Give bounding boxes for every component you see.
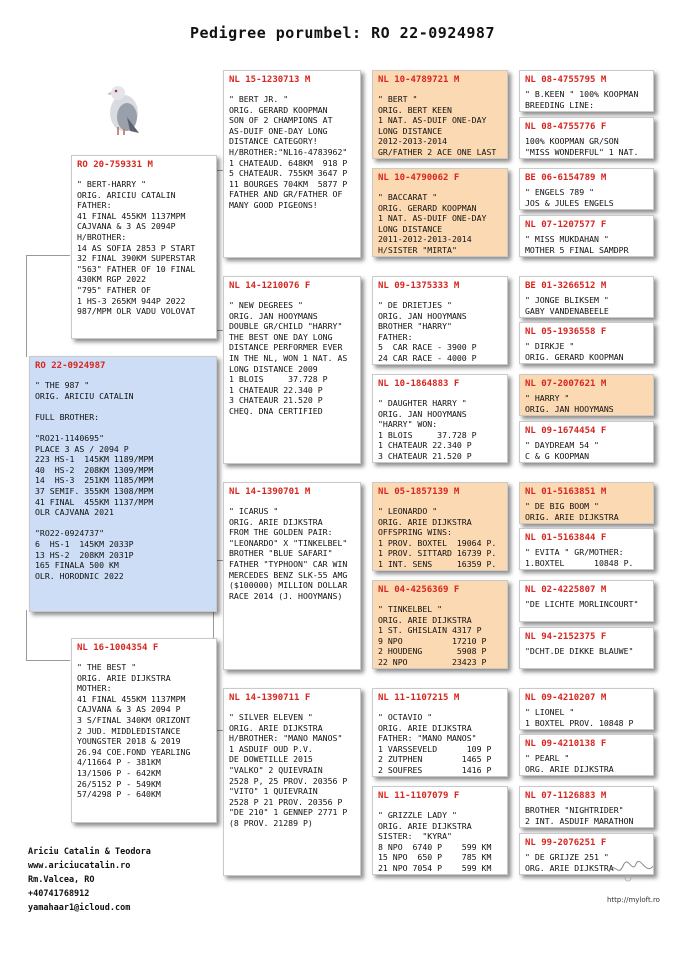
page-title: Pedigree porumbel: RO 22-0924987	[190, 24, 495, 42]
info-line: " BERT-HARRY "	[77, 179, 147, 189]
gen5-card[interactable]	[519, 528, 654, 570]
info-line	[35, 401, 211, 412]
info-line: FATHER:	[378, 331, 413, 342]
info-line: ORIG. ARICIU CATALIN	[77, 189, 176, 200]
info-line: " ENGELS 789 "	[525, 187, 595, 197]
info-line: FATHER "TYPHOON" CAR WIN	[229, 558, 348, 569]
info-line: 2528 P 21 PROV. 20356 P	[229, 796, 343, 807]
info-line: ORIG. ARIE DIJKSTRA	[378, 722, 472, 733]
info-line: 41 FINAL 455KM 1137/MPM	[35, 496, 154, 507]
info-line: " DIRKJE "	[525, 341, 575, 351]
ring-number: NL 08-4755795 M	[525, 75, 607, 85]
info-line: ($100000) MILLION DOLLAR	[229, 580, 348, 591]
info-line: " DE BIG BOOM "	[525, 501, 599, 511]
info-line: " B.KEEN " 100% KOOPMAN	[525, 89, 639, 99]
info-line: 1 CHATEAUD. 648KM 918 P	[229, 157, 348, 168]
info-line: " TINKELBEL "	[378, 604, 443, 614]
info-line: 1 ST. GHISLAIN 4317 P	[378, 625, 482, 636]
info-line: " LIONEL "	[525, 707, 575, 717]
info-line: OLR CAJVANA 2021	[35, 507, 114, 518]
gen5-card[interactable]	[519, 627, 654, 669]
info-line: RACE 2014 (J. HOOYMANS)	[229, 590, 343, 601]
info-line: SISTER: "KYRA"	[378, 831, 452, 842]
gen4-card[interactable]	[372, 276, 508, 365]
info-line: ORIG. ARIE DIJKSTRA	[378, 516, 472, 527]
gen5-card[interactable]	[519, 117, 654, 159]
info-line: DOUBLE GR/CHILD "HARRY"	[229, 321, 343, 332]
info-line: IN THE NL, WON 1 NAT. AS	[229, 352, 348, 363]
info-line: " ICARUS "	[229, 506, 279, 516]
info-line: 32 FINAL 390KM SUPERSTAR	[77, 253, 196, 264]
info-line: " DAUGHTER HARRY "	[378, 398, 467, 408]
info-line: 1 CHATEAUR 22.340 P	[229, 384, 323, 395]
subject-card[interactable]	[29, 356, 217, 612]
info-line: ORG. ARIE DIJKSTRA	[525, 862, 614, 873]
info-line: MOTHER 5 FINAL SAMDPR	[525, 244, 629, 255]
info-line: FATHER: "MANO MANOS"	[378, 733, 477, 744]
info-line: ORIG. GERARD KOOPMAN	[229, 104, 328, 115]
info-line: ORIG. GERARD KOOPMAN	[378, 202, 477, 213]
info-line: 5 CHATEAUR. 755KM 3647 P	[229, 168, 348, 179]
info-line: 3 S/FINAL 340KM ORIZONT	[77, 714, 191, 725]
gen5-card[interactable]	[519, 688, 654, 730]
ring-number: NL 99-2076251 F	[525, 838, 607, 848]
info-line: LONG DISTANCE	[378, 125, 443, 136]
info-line: LONG DISTANCE 2009	[229, 363, 318, 374]
info-line: GR/FATHER 2 ACE ONE LAST	[378, 146, 497, 157]
info-line: " BACCARAT "	[378, 192, 438, 202]
ring-number: NL 11-1107215 M	[378, 693, 460, 703]
info-line: " DAYDREAM 54 "	[525, 440, 599, 450]
info-line: 13 HS-2 208KM 2031P	[35, 549, 134, 560]
gen5-card[interactable]	[519, 215, 654, 257]
ring-number: NL 11-1107079 F	[378, 791, 460, 801]
granddam-paternal-card[interactable]	[223, 276, 361, 464]
info-line: " JONGE BLIKSEM "	[525, 295, 609, 305]
info-line: FATHER:	[77, 200, 112, 211]
ring-number: NL 14-1390711 F	[229, 693, 311, 703]
info-line: 1 PROV. BOXTEL 19064 P.	[378, 537, 497, 548]
info-line: " GRIZZLE LADY "	[378, 810, 457, 820]
info-line: "DE 210" 1 GENNEP 2771 P	[229, 807, 348, 818]
info-line: CHEQ. DNA CERTIFIED	[229, 405, 323, 416]
info-line: DISTANCE CATEGORY!	[229, 136, 318, 147]
dam-ring: NL 16-1004354 F	[77, 643, 159, 653]
info-line: 2 ZUTPHEN 1465 P	[378, 754, 492, 765]
breeder-location: Rm.Valcea, RO	[28, 875, 95, 885]
info-line: CAJVANA & 3 AS 2094P	[77, 221, 176, 232]
ring-number: NL 09-4210138 F	[525, 739, 607, 749]
info-line: ORIG. GERARD KOOPMAN	[525, 351, 624, 362]
info-line: FROM THE GOLDEN PAIR:	[229, 527, 333, 538]
info-line: "RO21-1140695"	[35, 432, 105, 443]
granddam-maternal-card[interactable]	[223, 688, 361, 876]
info-line: " MISS MUKDAHAN "	[525, 234, 609, 244]
info-line: " PEARL "	[525, 753, 570, 763]
pigeon-photo	[94, 77, 148, 137]
info-line: H/BROTHER:"NL16-4783962"	[229, 146, 348, 157]
info-line: 2 JUD. MIDDLEDISTANCE	[77, 725, 181, 736]
info-line: OLR. HORODNIC 2022	[35, 570, 124, 581]
info-line: THE BEST ONE DAY LONG	[229, 331, 333, 342]
info-line: 11 BOURGES 704KM 5877 P	[229, 178, 348, 189]
info-line: GABY VANDENABEELE	[525, 305, 609, 316]
info-line: "RO22-0924737"	[35, 528, 105, 539]
info-line: 1 ASDUIF OUD P.V.	[229, 743, 313, 754]
info-line: 24 CAR RACE - 4000 P	[378, 352, 477, 363]
info-line: BROTHER "BLUE SAFARI"	[229, 548, 333, 559]
info-line: 40 HS-2 208KM 1309/MPM	[35, 464, 154, 475]
info-line: YOUNGSTER 2018 & 2019	[77, 736, 181, 747]
info-line: " EVITA " GR/MOTHER:	[525, 547, 624, 557]
info-line: 2 HOUDENG 5908 P	[378, 646, 487, 657]
info-line: " THE BEST "	[77, 662, 137, 672]
phone-number: +40741768912	[28, 889, 90, 899]
info-line: C & G KOOPMAN	[525, 450, 590, 461]
ring-number: NL 08-4755776 F	[525, 122, 607, 132]
breeder-contact	[28, 845, 151, 915]
gen5-card[interactable]	[519, 374, 654, 416]
info-line: FULL BROTHER:	[35, 411, 100, 422]
ring-number: NL 04-4256369 F	[378, 585, 460, 595]
info-line: 3 CHATEAUR 21.520 P	[229, 395, 323, 406]
info-line: " NEW DEGREES "	[229, 300, 303, 310]
info-line: 1 NAT. AS-DUIF ONE-DAY	[378, 213, 487, 224]
watermark-url[interactable]: http://myloft.ro	[607, 896, 660, 904]
ring-number: NL 14-1390701 M	[229, 487, 311, 497]
info-line: OFFSPRING WINS:	[378, 527, 452, 538]
info-line: ORIG. ARIE DIJKSTRA	[229, 516, 323, 527]
gen5-card[interactable]	[519, 421, 654, 463]
gen5-card[interactable]	[519, 734, 654, 776]
info-line: LONG DISTANCE	[378, 223, 443, 234]
info-line: 37 SEMIF. 355KM 1308/MPM	[35, 485, 154, 496]
info-line: 5 CAR RACE - 3900 P	[378, 342, 477, 353]
gen5-card[interactable]	[519, 786, 654, 828]
info-line: 13/1506 P - 642KM	[77, 767, 161, 778]
ring-number: NL 15-1230713 M	[229, 75, 311, 85]
info-line: "DE LICHTE MORLINCOURT"	[525, 599, 639, 609]
ring-number: NL 07-1207577 F	[525, 220, 607, 230]
info-line: 987/MPM OLR VADU VOLOVAT	[77, 306, 196, 317]
info-line: ORIG. ARIE DIJKSTRA	[229, 722, 323, 733]
info-line: ORIG. ARIE DIJKSTRA	[525, 511, 619, 522]
info-line	[35, 518, 211, 529]
info-line: ORIG. BERT KEEN	[378, 104, 452, 115]
info-line: "LEONARDO" X "TINKELBEL"	[229, 537, 348, 548]
gen5-card[interactable]	[519, 322, 654, 364]
info-line: "563" FATHER OF 10 FINAL	[77, 263, 196, 274]
info-line: BREEDING LINE:	[525, 99, 595, 110]
info-line: " HARRY "	[525, 393, 570, 403]
signature-logo	[606, 854, 656, 884]
gen4-card[interactable]	[372, 580, 508, 669]
info-line: 430KM RGP 2022	[77, 274, 147, 285]
info-line: 2 INT. ASDUIF MARATHON	[525, 815, 634, 826]
ring-number: NL 07-1126883 M	[525, 791, 607, 801]
info-line: H/SISTER "MIRTA"	[378, 244, 457, 255]
info-line: 1 NAT. AS-DUIF ONE-DAY	[378, 115, 487, 126]
info-line: ORIG. JAN HOOYMANS	[229, 310, 318, 321]
info-line: 1 BOXTEL PROV. 10848 P	[525, 717, 634, 728]
info-line: ORIG. JAN HOOYMANS	[378, 310, 467, 321]
info-line: 22 NPO 23423 P	[378, 656, 487, 667]
subject-lines	[35, 380, 211, 581]
sire-ring: RO 20-759331 M	[77, 160, 153, 170]
ring-number: NL 02-4225807 M	[525, 585, 607, 595]
info-line	[35, 422, 211, 433]
info-line: H/BROTHER: "MANO MANOS"	[229, 733, 343, 744]
info-line: BROTHER "NIGHTRIDER"	[525, 805, 624, 815]
info-line: AS-DUIF ONE-DAY LONG	[229, 125, 328, 136]
ring-number: NL 10-4789721 M	[378, 75, 460, 85]
ring-number: NL 10-4790062 F	[378, 173, 460, 183]
info-line: " DE DRIETJES "	[378, 300, 452, 310]
connector-line	[26, 610, 27, 660]
info-line: 2011-2012-2013-2014	[378, 234, 472, 245]
info-line: 8 NPO 6740 P 599 KM	[378, 841, 492, 852]
subject-ring: RO 22-0924987	[35, 361, 106, 371]
info-line: 1 HS-3 265KM 944P 2022	[77, 295, 186, 306]
grandsire-paternal-card[interactable]	[223, 70, 361, 258]
ring-number: BE 01-3266512 M	[525, 281, 607, 291]
ring-number: NL 01-5163844 F	[525, 533, 607, 543]
info-line: 2528 P, 25 PROV. 20356 P	[229, 775, 348, 786]
info-line: 57/4298 P - 640KM	[77, 789, 161, 800]
info-line: 3 CHATEAUR 21.520 P	[378, 450, 472, 461]
connector-line	[26, 255, 27, 357]
info-line: ORIG. JAN HOOYMANS	[378, 408, 467, 419]
gen5-card[interactable]	[519, 482, 654, 524]
info-line: "HARRY" WON:	[378, 419, 438, 430]
info-line: 14 HS-3 251KM 1185/MPM	[35, 475, 154, 486]
ring-number: NL 94-2152375 F	[525, 632, 607, 642]
grandsire-maternal-card[interactable]	[223, 482, 361, 670]
info-line: ORG. ARIE DIJKSTRA	[525, 763, 614, 774]
email-address[interactable]: yamahaar1@icloud.com	[28, 903, 131, 913]
ring-number: NL 05-1936558 F	[525, 327, 607, 337]
info-line: MOTHER:	[77, 683, 112, 694]
gen5-card[interactable]	[519, 580, 654, 622]
info-line: "VITO" 1 QUIEVRAIN	[229, 786, 318, 797]
info-line: 14 AS SOFIA 2853 P START	[77, 242, 196, 253]
ring-number: NL 01-5163851 M	[525, 487, 607, 497]
info-line: 1 BLOIS 37.728 P	[229, 374, 328, 385]
info-line: 1 PROV. SITTARD 16739 P.	[378, 548, 497, 559]
ring-number: NL 10-1864883 F	[378, 379, 460, 389]
ring-number: NL 09-1375333 M	[378, 281, 460, 291]
info-line: " THE 987 "	[35, 380, 90, 390]
info-line: 100% KOOPMAN GR/SON	[525, 136, 619, 146]
website-link[interactable]: www.ariciucatalin.ro	[28, 861, 131, 871]
info-line: BROTHER "HARRY"	[378, 321, 452, 332]
info-line: 2 SOUFRES 1416 P	[378, 764, 492, 775]
info-line: 1 BLOIS 37.728 P	[378, 429, 477, 440]
info-line: 2012-2013-2014	[378, 136, 448, 147]
gen5-card[interactable]	[519, 168, 654, 210]
info-line: MANY GOOD PIGEONS!	[229, 199, 318, 210]
ring-number: NL 09-4210207 M	[525, 693, 607, 703]
info-line: ORIG. JAN HOOYMANS	[525, 403, 614, 414]
info-line: 165 FINALA 500 KM	[35, 560, 119, 571]
info-line: 26/5152 P - 549KM	[77, 778, 161, 789]
info-line: "795" FATHER OF	[77, 284, 151, 295]
info-line: " BERT "	[378, 94, 418, 104]
breeder-name: Ariciu Catalin & Teodora	[28, 847, 151, 857]
info-line: ORIG. ARIE DIJKSTRA	[378, 614, 472, 625]
ring-number: BE 06-6154789 M	[525, 173, 607, 183]
info-line: 1 CHATEAUR 22.340 P	[378, 440, 472, 451]
info-line: 6 HS-1 145KM 2033P	[35, 538, 134, 549]
gen4-card[interactable]	[372, 374, 508, 463]
info-line: JOS & JULES ENGELS	[525, 197, 614, 208]
ring-number: NL 07-2007621 M	[525, 379, 607, 389]
dam-card[interactable]	[71, 638, 217, 823]
info-line: 15 NPO 650 P 785 KM	[378, 852, 492, 863]
info-line: 223 HS-1 145KM 1189/MPM	[35, 454, 154, 465]
info-line: H/BROTHER:	[77, 231, 127, 242]
info-line: 4/11664 P - 381KM	[77, 757, 161, 768]
info-line: MERCEDES BENZ SLK-55 AMG	[229, 569, 348, 580]
gen4-card[interactable]	[372, 168, 508, 257]
info-line: PLACE 3 AS / 2094 P	[35, 443, 129, 454]
info-line: ORIG. ARIE DIJKSTRA	[77, 672, 171, 683]
gen4-card[interactable]	[372, 70, 508, 159]
info-line: " DE GRIJZE 251 "	[525, 852, 609, 862]
gen5-card[interactable]	[519, 276, 654, 318]
gen4-card[interactable]	[372, 482, 508, 571]
gen4-card[interactable]	[372, 786, 508, 875]
info-line: 21 NPO 7054 P 599 KM	[378, 862, 492, 873]
info-line: " OCTAVIO "	[378, 712, 433, 722]
info-line: 1 VARSSEVELD 109 P	[378, 743, 492, 754]
gen4-card[interactable]	[372, 688, 508, 777]
connector-line	[26, 660, 70, 661]
ring-number: NL 05-1857139 M	[378, 487, 460, 497]
info-line: " LEONARDO "	[378, 506, 438, 516]
connector-line	[26, 255, 70, 256]
info-line: DISTANCE PERFORMER EVER	[229, 342, 343, 353]
info-line: CAJVANA & 3 AS 2094 P	[77, 704, 181, 715]
info-line: (8 PROV. 21289 P)	[229, 817, 313, 828]
info-line: FATHER AND GR/FATHER OF	[229, 189, 343, 200]
info-line: ORIG. ARICIU CATALIN	[35, 390, 134, 401]
info-line: 41 FINAL 455KM 1137MPM	[77, 693, 186, 704]
info-line: SON OF 2 CHAMPIONS AT	[229, 115, 333, 126]
info-line: "VALKO" 2 QUIEVRAIN	[229, 764, 323, 775]
info-line: "MISS WONDERFUL" 1 NAT.	[525, 146, 639, 157]
info-line: 9 NPO 17210 P	[378, 635, 487, 646]
sire-card[interactable]	[71, 155, 217, 339]
gen5-card[interactable]	[519, 70, 654, 112]
info-line: 26.94 COE.FOND YEARLING	[77, 746, 191, 757]
info-line: DE DOWETILLE 2015	[229, 754, 313, 765]
info-line: " SILVER ELEVEN "	[229, 712, 313, 722]
ring-number: NL 09-1674454 F	[525, 426, 607, 436]
info-line: ORIG. ARIE DIJKSTRA	[378, 820, 472, 831]
info-line: "DCHT.DE DIKKE BLAUWE"	[525, 646, 634, 656]
info-line: " BERT JR. "	[229, 94, 289, 104]
ring-number: NL 14-1210076 F	[229, 281, 311, 291]
info-line: 1.BOXTEL 10848 P.	[525, 557, 634, 568]
info-line: 1 INT. SENS 16359 P.	[378, 558, 497, 569]
info-line: 41 FINAL 455KM 1137MPM	[77, 210, 186, 221]
